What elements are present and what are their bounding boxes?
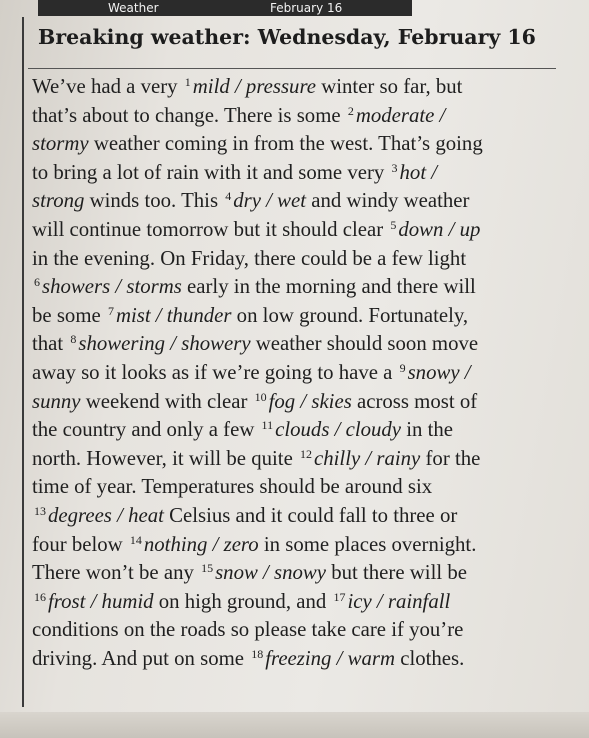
choice-options: mild / pressure (192, 75, 317, 98)
article-line (32, 73, 552, 102)
choice-options: showering / showery (78, 332, 251, 356)
text-segment: on low ground. Fortunately, (231, 303, 469, 327)
header-section-label: Weather (108, 1, 159, 15)
text-segment: the country and only a few (32, 418, 260, 442)
choice-options: snowy / (407, 360, 471, 384)
gap-number: 9 (399, 360, 406, 375)
choice-options: mist / thunder (115, 303, 232, 327)
article-line (32, 645, 552, 674)
gap-number: 1 (184, 75, 191, 89)
choice-options: degrees / heat (48, 503, 164, 527)
article-line (32, 502, 552, 531)
header-date-label: February 16 (270, 1, 343, 15)
article-line (32, 531, 552, 560)
text-segment: in some places overnight. (258, 532, 477, 556)
choice-options: dry / wet (233, 189, 307, 213)
gap-number: 2 (347, 103, 354, 118)
text-segment: away so it looks as if we’re going to have a (32, 360, 398, 384)
article-line (32, 559, 552, 588)
gap-number: 13 (34, 503, 46, 518)
choice-options: chilly / rainy (314, 446, 421, 470)
text-segment: but there will be (326, 561, 467, 585)
article-line (32, 416, 552, 445)
article-line (32, 359, 552, 388)
text-segment: in the evening. On Friday, there could be a few light (32, 246, 467, 270)
article-line (32, 330, 552, 359)
text-segment: time of year. Temperatures should be around six (32, 475, 433, 499)
text-segment: clothes. (395, 646, 465, 670)
gap-number: 7 (107, 303, 114, 318)
text-segment: weather coming in from the west. That’s going (88, 132, 483, 156)
article-line (32, 616, 552, 645)
text-segment: for the (420, 446, 481, 470)
text-segment: We’ve had a very (32, 75, 183, 98)
choice-options: hot / (399, 160, 438, 184)
article-line (32, 388, 552, 417)
choice-options: down / up (398, 217, 481, 241)
choice-options: snow / snowy (215, 561, 327, 585)
text-segment: on high ground, and (153, 589, 332, 613)
gap-number: 18 (251, 646, 264, 661)
article-body (32, 73, 552, 673)
gap-number: 12 (300, 446, 313, 461)
gap-number: 11 (261, 418, 274, 433)
article-line (32, 102, 552, 131)
text-segment: that’s about to change. There is some (32, 103, 346, 127)
article-line (32, 588, 552, 617)
article-line (32, 187, 552, 216)
text-segment: winter so far, but (316, 75, 463, 98)
choice-options: icy / rainfall (347, 589, 451, 613)
gap-number: 10 (254, 389, 267, 404)
text-segment: There won’t be any (32, 561, 200, 585)
text-segment: that (32, 332, 69, 356)
text-segment: weekend with clear (80, 389, 253, 413)
text-segment: four below (32, 532, 128, 556)
text-segment: across most of (351, 389, 478, 413)
article-line (32, 245, 552, 274)
choice-options: clouds / cloudy (275, 418, 402, 442)
text-segment: be some (32, 303, 106, 327)
gap-number: 6 (34, 275, 40, 290)
text-segment: will continue tomorrow but it should clear (32, 217, 389, 241)
text-segment: weather should soon move (250, 332, 479, 356)
text-segment: north. However, it will be quite (32, 446, 299, 470)
gap-number: 3 (391, 160, 398, 175)
gap-number: 17 (333, 589, 346, 604)
article-line (32, 130, 552, 159)
title-divider (28, 68, 556, 69)
text-segment: in the (401, 418, 454, 442)
text-segment: driving. And put on some (32, 646, 250, 670)
choice-options: sunny (32, 389, 81, 413)
article-line (32, 445, 552, 474)
choice-options: fog / skies (268, 389, 352, 413)
choice-options: frost / humid (48, 589, 154, 613)
choice-options: nothing / zero (143, 532, 259, 556)
choice-options: strong (32, 189, 85, 213)
article-line (32, 216, 552, 245)
text-segment: winds too. This (84, 189, 224, 213)
article-line (32, 473, 552, 502)
choice-options: stormy (32, 132, 89, 156)
article-line (32, 159, 552, 188)
choice-options: moderate / (355, 103, 446, 127)
gap-number: 16 (34, 589, 46, 604)
article-line (32, 302, 552, 331)
text-segment: and windy weather (306, 189, 470, 213)
text-segment: early in the morning and there will (181, 275, 476, 299)
header-bar (38, 0, 412, 16)
gap-number: 5 (390, 217, 397, 232)
article-line (32, 273, 552, 302)
gap-number: 8 (70, 332, 77, 347)
article-title: Breaking weather: Wednesday, February 16 (38, 25, 536, 49)
text-segment: to bring a lot of rain with it and some very (32, 160, 390, 184)
text-segment: conditions on the roads so please take care if you’re (32, 618, 464, 642)
gap-number: 14 (129, 532, 142, 547)
choice-options: freezing / warm (265, 646, 396, 670)
bottom-strip (0, 712, 589, 738)
gap-number: 4 (225, 189, 232, 204)
gap-number: 15 (201, 561, 214, 576)
choice-options: showers / storms (42, 275, 182, 299)
text-segment: Celsius and it could fall to three or (163, 503, 458, 527)
